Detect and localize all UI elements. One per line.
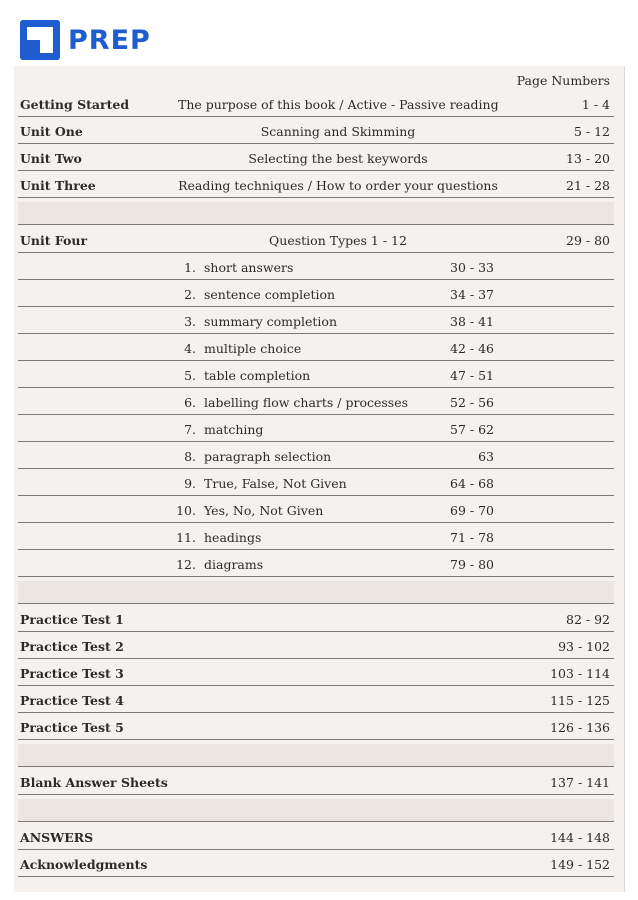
question-type-name: multiple choice — [204, 341, 302, 356]
section-label: ANSWERS — [20, 830, 94, 845]
section-label: Unit One — [20, 124, 83, 139]
brand-name: PREP — [68, 24, 151, 56]
question-type-name: labelling flow charts / processes — [204, 395, 409, 410]
section-label: Unit Two — [20, 151, 82, 166]
toc-row-unit-one — [18, 121, 614, 144]
question-type-pages: 64 - 68 — [450, 476, 494, 491]
section-label: Blank Answer Sheets — [20, 775, 168, 790]
question-type-row — [18, 365, 614, 388]
question-type-row — [18, 311, 614, 334]
question-type-number: 10. — [176, 503, 196, 518]
toc-spacer-row — [18, 744, 614, 767]
section-pages: 137 - 141 — [550, 775, 610, 790]
question-type-pages: 63 — [478, 449, 494, 464]
section-label: Unit Four — [20, 233, 88, 248]
brand-logo — [20, 20, 151, 60]
question-type-name: short answers — [204, 260, 294, 275]
question-type-pages: 42 - 46 — [450, 341, 494, 356]
question-type-number: 5. — [184, 368, 196, 383]
question-type-name: summary completion — [204, 314, 338, 329]
toc-row-practice-test — [18, 663, 614, 686]
question-type-name: Yes, No, Not Given — [204, 503, 324, 518]
section-pages: 82 - 92 — [566, 612, 610, 627]
question-type-row — [18, 473, 614, 496]
question-type-number: 7. — [184, 422, 196, 437]
page-numbers-header: Page Numbers — [516, 73, 610, 88]
question-type-pages: 34 - 37 — [450, 287, 494, 302]
table-of-contents — [14, 66, 625, 892]
question-type-number: 9. — [184, 476, 196, 491]
section-label: Practice Test 1 — [20, 612, 124, 627]
question-type-pages: 30 - 33 — [450, 260, 494, 275]
question-type-number: 3. — [184, 314, 196, 329]
section-label: Practice Test 4 — [20, 693, 124, 708]
toc-row-practice-test — [18, 636, 614, 659]
question-type-name: paragraph selection — [204, 449, 332, 464]
question-type-number: 1. — [184, 260, 196, 275]
question-type-name: True, False, Not Given — [204, 476, 347, 491]
question-type-name: matching — [204, 422, 264, 437]
toc-spacer-row — [18, 799, 614, 822]
section-pages: 126 - 136 — [550, 720, 610, 735]
question-type-pages: 69 - 70 — [450, 503, 494, 518]
toc-row-acknowledgments — [18, 854, 614, 877]
question-type-number: 4. — [184, 341, 196, 356]
question-type-row — [18, 554, 614, 577]
question-type-pages: 47 - 51 — [450, 368, 494, 383]
section-title: Selecting the best keywords — [248, 151, 428, 166]
toc-row-unit-four — [18, 230, 614, 253]
question-type-row — [18, 446, 614, 469]
question-type-pages: 57 - 62 — [450, 422, 494, 437]
question-type-pages: 71 - 78 — [450, 530, 494, 545]
question-type-number: 6. — [184, 395, 196, 410]
question-type-name: diagrams — [204, 557, 264, 572]
question-type-row — [18, 527, 614, 550]
section-pages: 13 - 20 — [566, 151, 610, 166]
toc-header-row — [18, 70, 614, 92]
section-pages: 93 - 102 — [558, 639, 610, 654]
section-pages: 1 - 4 — [581, 97, 610, 112]
prep-logo-icon — [20, 20, 60, 60]
toc-row-answers — [18, 827, 614, 850]
section-title: The purpose of this book / Active - Passive reading — [178, 97, 499, 112]
section-label: Practice Test 5 — [20, 720, 124, 735]
question-type-pages: 79 - 80 — [450, 557, 494, 572]
section-title: Reading techniques / How to order your questions — [178, 178, 498, 193]
question-type-row — [18, 419, 614, 442]
question-type-number: 8. — [184, 449, 196, 464]
question-type-row — [18, 392, 614, 415]
section-pages: 29 - 80 — [566, 233, 610, 248]
question-type-row — [18, 338, 614, 361]
question-type-name: sentence completion — [204, 287, 336, 302]
section-title: Question Types 1 - 12 — [269, 233, 407, 248]
section-title: Scanning and Skimming — [260, 124, 416, 139]
section-pages: 115 - 125 — [550, 693, 610, 708]
section-label: Acknowledgments — [20, 857, 148, 872]
section-label: Getting Started — [20, 97, 130, 112]
section-pages: 149 - 152 — [550, 857, 610, 872]
toc-row-unit-two — [18, 148, 614, 171]
question-type-row — [18, 284, 614, 307]
question-type-row — [18, 500, 614, 523]
section-pages: 21 - 28 — [566, 178, 610, 193]
question-type-number: 2. — [184, 287, 196, 302]
section-label: Practice Test 3 — [20, 666, 124, 681]
toc-row-practice-test — [18, 609, 614, 632]
question-type-row — [18, 257, 614, 280]
section-label: Practice Test 2 — [20, 639, 124, 654]
toc-row-practice-test — [18, 717, 614, 740]
question-type-number: 12. — [176, 557, 196, 572]
toc-row-blank-answer-sheets — [18, 772, 614, 795]
toc-spacer-row — [18, 581, 614, 604]
toc-row-practice-test — [18, 690, 614, 713]
toc-spacer-row — [18, 202, 614, 225]
section-pages: 144 - 148 — [550, 830, 610, 845]
question-type-number: 11. — [176, 530, 196, 545]
question-type-pages: 38 - 41 — [450, 314, 494, 329]
question-type-pages: 52 - 56 — [450, 395, 494, 410]
section-label: Unit Three — [20, 178, 96, 193]
question-type-name: table completion — [204, 368, 311, 383]
section-pages: 103 - 114 — [550, 666, 610, 681]
section-pages: 5 - 12 — [573, 124, 610, 139]
toc-row-unit-three — [18, 175, 614, 198]
toc-row-getting-started — [18, 94, 614, 117]
question-type-name: headings — [204, 530, 262, 545]
